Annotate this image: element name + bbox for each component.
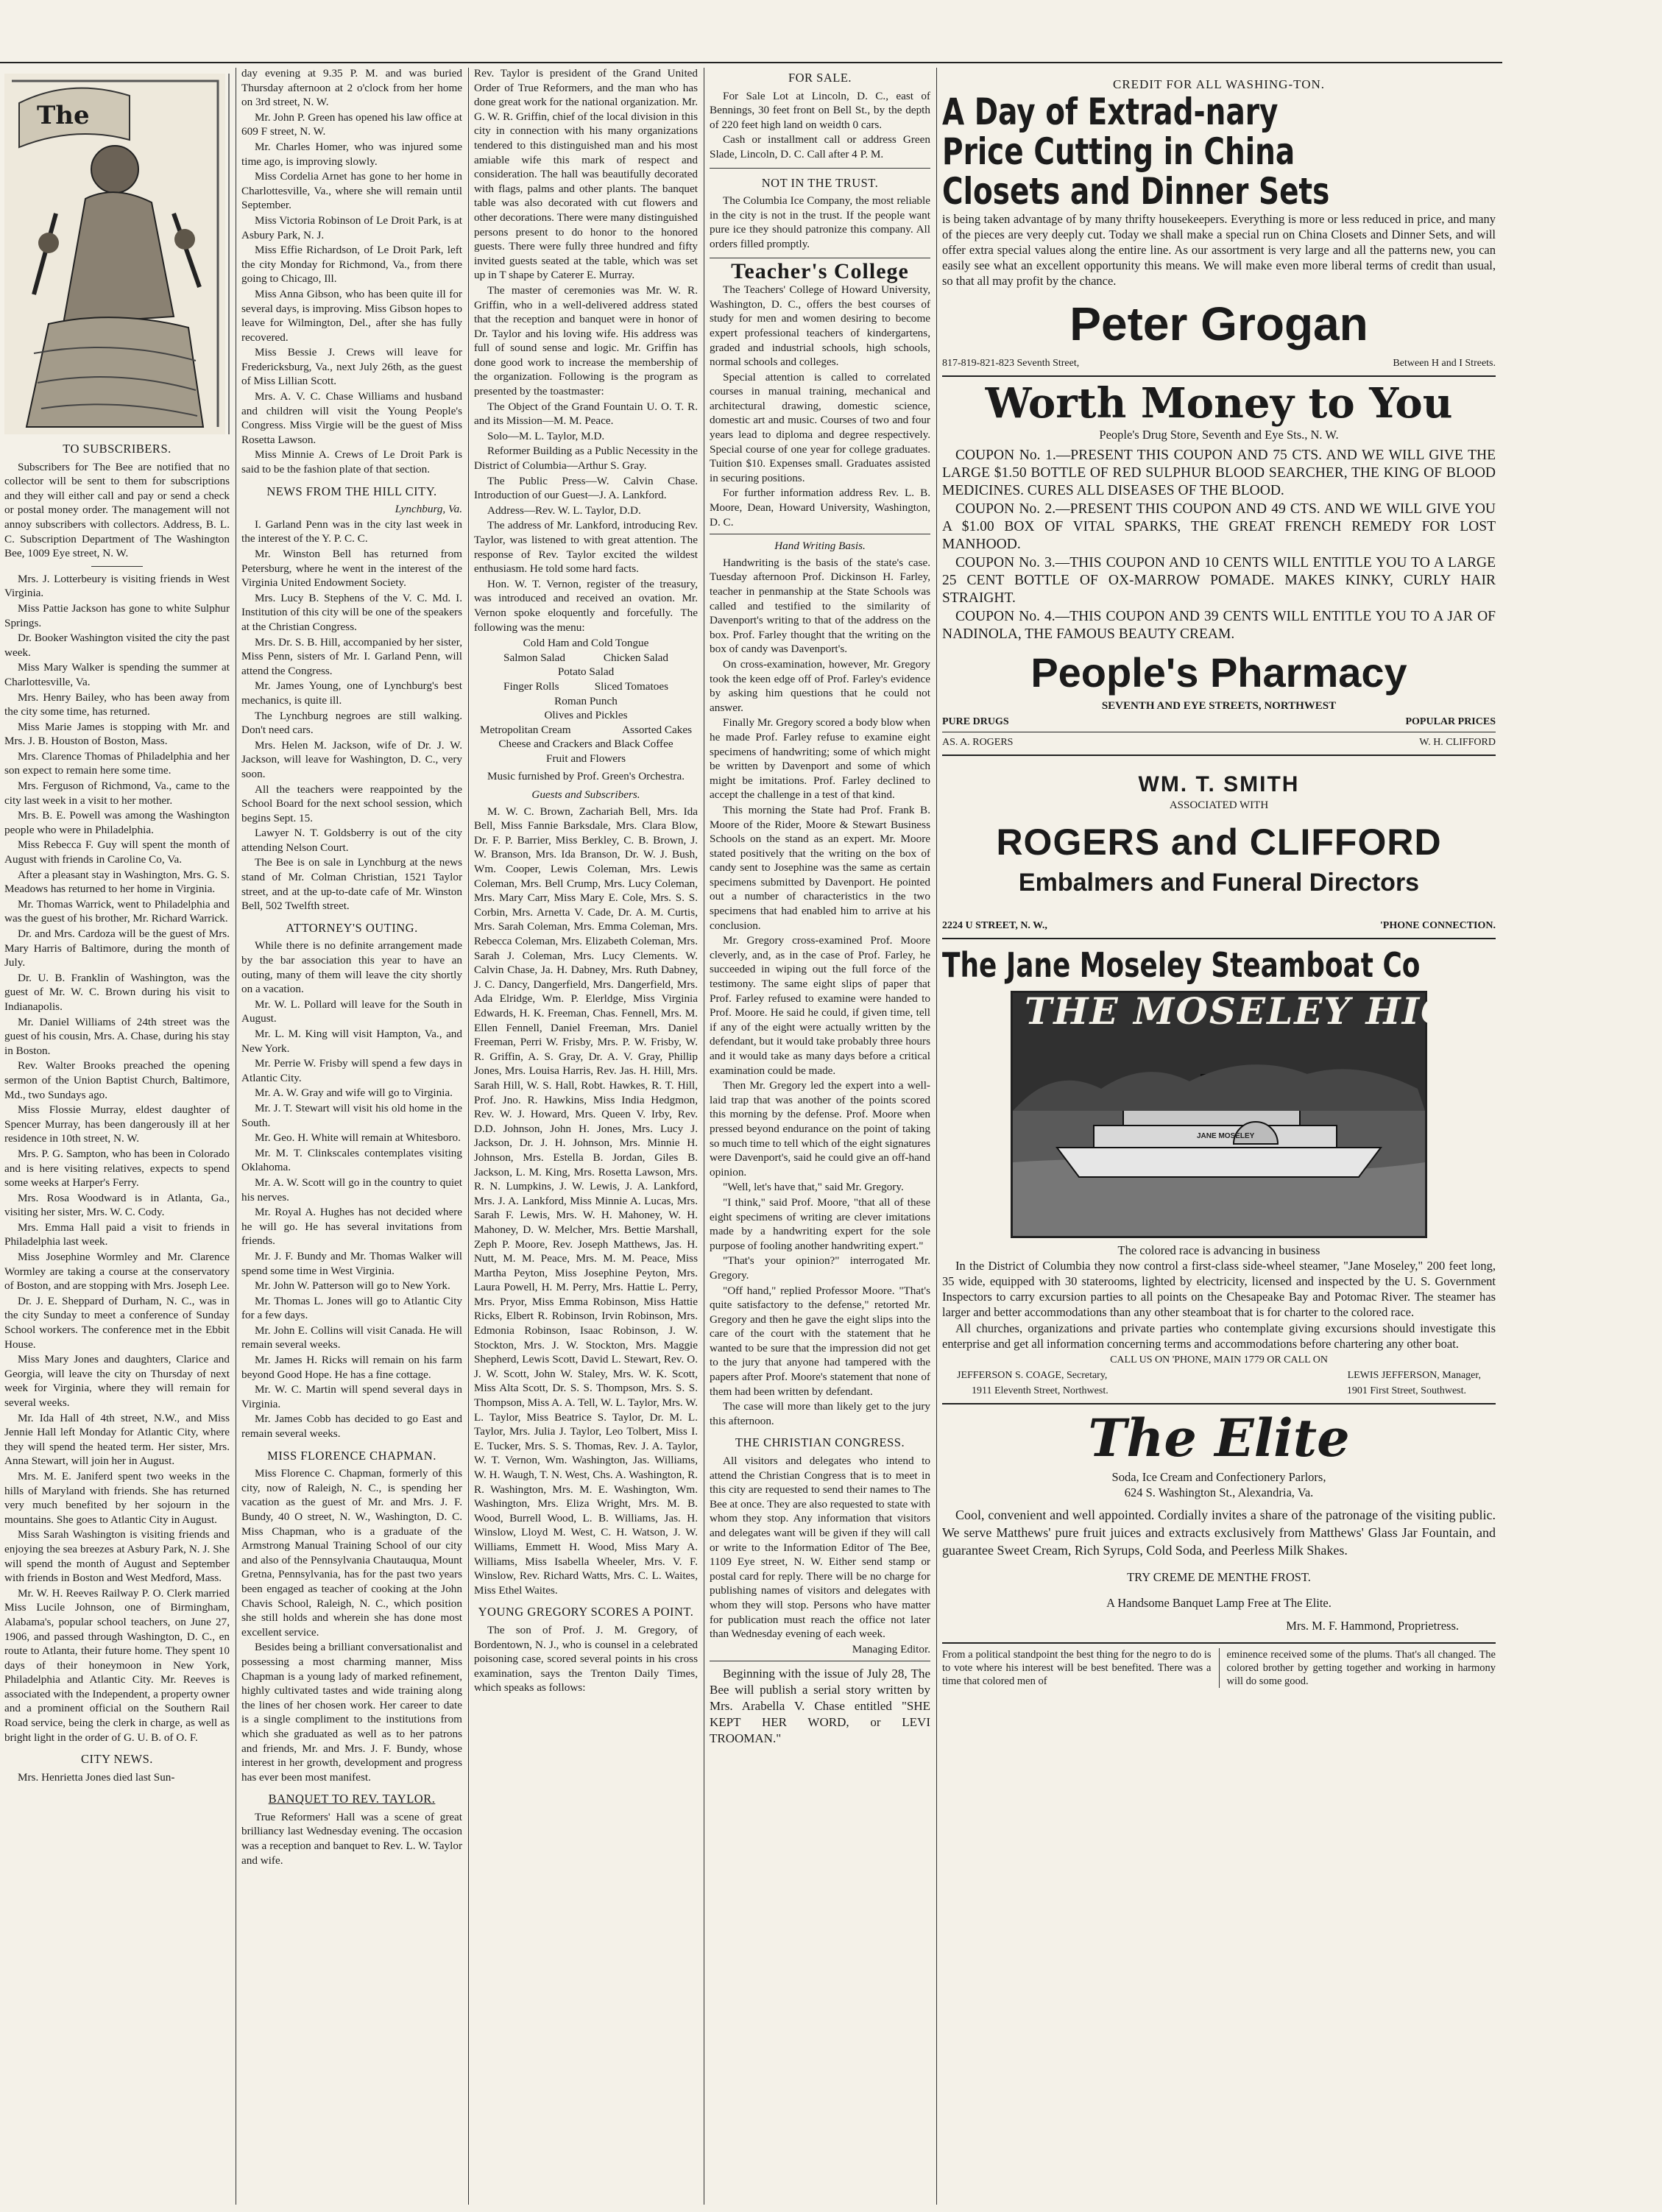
pharmacy-address: SEVENTH AND EYE STREETS, NORTHWEST — [1101, 699, 1337, 712]
moseley-addresses — [942, 1383, 1496, 1399]
moseley-caption: The colored race is advancing in business — [1117, 1243, 1320, 1258]
handwriting-paragraph: The case will more than likely get to the jury this afternoon. — [710, 1400, 930, 1427]
news-paragraph: Mrs. Dr. S. B. Hill, accompanied by her sister, Miss Penn, sisters of Mr. I. Garland Penn, will attend the Congress. — [241, 635, 462, 677]
menu-item: Potato Salad — [557, 665, 615, 679]
grogan-ad — [942, 74, 1496, 377]
handwriting-paragraph: "Off hand," replied Professor Moore. "That's quite satisfactory to the defense," retorted Mr. Gregory and then he gave the eight slips into the care of the court with the statement that he wanted to be sure that the impression did not get to the jury that anyone had tampered with the papers after Prof. Moore's statement that none of them had been written by defendant. — [710, 1284, 930, 1398]
elite-address: 624 S. Washington St., Alexandria, Va. — [1124, 1485, 1314, 1500]
news-paragraph: Miss Anna Gibson, who has been quite ill for several days, is improving. Miss Gibson hopes to leave for Wilmington, Del., after she has fully recovered. — [241, 287, 462, 344]
moseley-banner: THE MOSELEY HIGH GRADE — [1025, 989, 1662, 1033]
menu-item: Metropolitan Cream — [480, 723, 571, 736]
news-paragraph: Mr. Daniel Williams of 24th street was the guest of his cousin, Mrs. A. Chase, during his stay in Boston. — [4, 1015, 230, 1057]
program-item: Solo—M. L. Taylor, M.D. — [487, 429, 605, 442]
news-paragraph: Miss Florence C. Chapman, formerly of this city, now of Raleigh, N. C., is spending her vacation as the guest of Mr. and Mrs. J. F. Bundy, 40 O street, N. W., Washington, D. C. Miss Chapman, who is a graduate of the Armstrong Manual Training School of our city and also of the Pennsylvania Chautauqua, Mount Gretna, Pennsylvania, has for the past two years been engaged as teacher of cooking at the John Chavis School, Raleigh, N. C., which position she still holds and wherein she has done most excellent service. — [241, 1467, 462, 1639]
moseley-call: CALL US ON 'PHONE, MAIN 1779 OR CALL ON — [1110, 1354, 1328, 1366]
college-paragraph: For further information address Rev. L. B. Moore, Dean, Howard University, Washington, D. C. — [710, 487, 930, 529]
handwriting-paragraph: Mr. Gregory cross-examined Prof. Moore cleverly, and, as in the case of Prof. Farley, he succeeded in wiping out the full force of the testimony. The same eight slips of paper that Prof. Farley refused to examine were handed to Prof. Moore. He said he could, if given time, tell if any of the eight were actually written by the defendant, but it would take probably three hours and it would take as many days before a critical examination could be made. — [710, 934, 930, 1077]
news-paragraph: Rev. Walter Brooks preached the opening sermon of the Union Baptist Church, Baltimore, Md., two Sundays ago. — [4, 1059, 230, 1101]
illustration-caption: The — [37, 101, 90, 130]
trust-heading: NOT IN THE TRUST. — [761, 175, 879, 190]
handwriting-paragraph: On cross-examination, however, Mr. Gregory took the keen edge off of Prof. Farley's evidence by asking him questions that he could not answer. — [710, 657, 930, 714]
society-news — [4, 572, 230, 1745]
menu-item: Chicken Salad — [603, 651, 668, 664]
program-item: Address—Rev. W. L. Taylor, D.D. — [487, 503, 641, 517]
grogan-address-right: Between H and I Streets. — [1393, 358, 1496, 370]
for-sale-heading: FOR SALE. — [788, 71, 852, 85]
section-divider — [710, 168, 930, 169]
news-paragraph: Mr. James Young, one of Lynchburg's best mechanics, is quite ill. — [241, 679, 462, 707]
news-paragraph: Mr. W. H. Reeves Railway P. O. Clerk married Miss Lucile Johnson, one of Birmingham, Alabama's, popular school teachers, on June 27, 1906, and passed through Washington, D. C., en route to Atlanta, their future home. They spent 10 days of their honeymoon in New York, Philadelphia and Atlantic City. Mr. Reeves is associated with the Independent, a property owner and a prominent official on the Southern Rail Road service, being the clerk in charge, as well as bright light in the order of G. U. B. of O. F. — [4, 1586, 230, 1744]
news-paragraph: Mr. Thomas L. Jones will go to Atlantic City for a few days. — [241, 1294, 462, 1322]
section-divider — [91, 566, 143, 567]
elite-try: TRY CREME DE MENTHE FROST. — [1127, 1570, 1311, 1585]
news-paragraph: Mrs. Rosa Woodward is in Atlanta, Ga., visiting her sister, Mrs. W. C. Cody. — [4, 1191, 230, 1219]
handwriting-heading: Hand Writing Basis. — [774, 540, 866, 553]
news-paragraph: The Bee is on sale in Lynchburg at the news stand of Mr. Colman Christian, 1521 Taylor street, and at the up-to-date cafe of Mr. Winston Bell, 502 Twelfth street. — [241, 856, 462, 913]
masthead-rule — [0, 62, 1502, 63]
news-paragraph: Mrs. Lucy B. Stephens of the V. C. Md. I. Institution of this city will be one of the speakers at the Christian Congress. — [241, 591, 462, 633]
rogers-clifford-ad — [942, 756, 1496, 940]
hill-city-dateline: Lynchburg, Va. — [395, 503, 462, 516]
handwriting-paragraph: "I think," said Prof. Moore, "that all of these eight specimens of writing are clever imitations made by a handwriting expert for the sole purpose of fooling another handwriting expert." — [710, 1195, 930, 1252]
menu-row — [474, 723, 698, 738]
grogan-name: Peter Grogan — [1069, 297, 1368, 350]
associated-with: ASSOCIATED WITH — [1169, 799, 1269, 811]
column-4 — [710, 66, 930, 2206]
news-paragraph: Mr. A. W. Scott will go in the country to quiet his nerves. — [241, 1176, 462, 1204]
moseley-text: In the District of Columbia they now control a first-class side-wheel steamer, "Jane Moseley," 200 feet long, 35 wide, equipped with 30 staterooms, lighted by electricity, licensed and inspected by the U. S. Government Inspectors to carry excursion parties to all points on the Chesapeake Bay and Potomac River. The steamer has larger and better accommodations than any other steamboat that is for charter to the colored race. — [942, 1259, 1496, 1320]
news-paragraph: Miss Josephine Wormley and Mr. Clarence Wormley are taking a course at the conservatory of Boston, and are stopping with Mrs. Joseph Lee. — [4, 1251, 230, 1293]
smith-name: WM. T. SMITH — [1138, 771, 1300, 796]
rogers-clifford-contact — [942, 918, 1496, 933]
pharmacy-proprietor: W. H. CLIFFORD — [1419, 736, 1496, 748]
coupon-2: COUPON No. 2.—PRESENT THIS COUPON AND 49 CTS. AND WE WILL GIVE YOU A $1.00 BOX OF VITAL SPARKS, THE GREAT FRENCH REMEDY FOR LOST MANHOOD. — [942, 501, 1496, 553]
pharmacy-proprietor: AS. A. ROGERS — [942, 736, 1014, 748]
news-paragraph: Miss Mary Walker is spending the summer at Charlottesville, Va. — [4, 661, 230, 688]
college-paragraph: Special attention is called to correlated courses in manual training, mechanical and architectural drawing, domestic science, domestic art and music. Courses of two and four years lead to diploma and degree respectively. Special course of one year for college graduates. Tuition $10. Expenses small. Graduates assisted in securing positions. — [710, 370, 930, 484]
news-paragraph: Miss Minnie A. Crews of Le Droit Park is said to be the fashion plate of that section. — [241, 448, 462, 476]
elite-subtitle: Soda, Ice Cream and Confectionery Parlors, — [1111, 1470, 1326, 1485]
menu-item: Roman Punch — [554, 694, 618, 707]
column-rule — [936, 68, 937, 2205]
worth-money-subheading: People's Drug Store, Seventh and Eye Sts., N. W. — [1099, 428, 1339, 442]
news-paragraph: Miss Effie Richardson, of Le Droit Park, left the city Monday for Richmond, Va., from there going to Chicago, Ill. — [241, 244, 462, 286]
moseley-address: 1911 Eleventh Street, Northwest. — [972, 1385, 1108, 1397]
news-paragraph: Mr. W. C. Martin will spend several days in Virginia. — [241, 1383, 462, 1410]
society-illustration — [4, 74, 230, 434]
news-paragraph: Miss Victoria Robinson of Le Droit Park, is at Asbury Park, N. J. — [241, 213, 462, 241]
attorneys-outing-heading: ATTORNEY'S OUTING. — [286, 920, 418, 935]
news-paragraph: Miss Mary Jones and daughters, Clarice and Georgia, will leave the city on Thursday of next week for Virginia, where they will remain for several weeks. — [4, 1353, 230, 1409]
pharmacy-proprietors — [942, 732, 1496, 750]
moseley-text-2: All churches, organizations and private parties who contemplate giving excursions should investigate this enterprise and get all information concerning terms and accommodations before chartering any other boat. — [942, 1321, 1496, 1351]
hill-city-heading: NEWS FROM THE HILL CITY. — [266, 484, 437, 498]
moseley-steamboat-ad — [942, 939, 1662, 1404]
column-3 — [474, 66, 698, 2206]
news-paragraph: Mr. Charles Homer, who was injured some time ago, is improving slowly. — [241, 140, 462, 168]
congress-heading: THE CHRISTIAN CONGRESS. — [735, 1435, 905, 1450]
congress-signature: Managing Editor. — [852, 1642, 930, 1656]
news-paragraph: Dr. and Mrs. Cardoza will be the guest of Mrs. Mary Harris of Baltimore, during the month of July. — [4, 927, 230, 969]
menu-item: Olives and Pickles — [544, 709, 628, 722]
news-paragraph: Dr. Booker Washington visited the city the past week. — [4, 632, 230, 659]
menu-item: Assorted Cakes — [622, 723, 692, 736]
for-sale-text: For Sale Lot at Lincoln, D. C., east of Bennings, 30 feet front on Bell St., by the depth of 220 feet high land on weidth 0 cars. — [710, 89, 930, 131]
moseley-secretary: JEFFERSON S. COAGE, Secretary, — [957, 1370, 1108, 1382]
moseley-boat-picture — [1011, 989, 1662, 1238]
city-news-text: Mrs. Henrietta Jones died last Sun- — [18, 1770, 175, 1784]
program-item: The Object of the Grand Fountain U. O. T. R. and its Mission—M. M. Peace. — [474, 400, 698, 428]
grogan-headline-2: Price Cutting in China — [942, 130, 1295, 173]
menu-item: Sliced Tomatoes — [594, 679, 668, 693]
teachers-college-heading: Teacher's College — [731, 258, 909, 283]
news-paragraph: Mr. Thomas Warrick, went to Philadelphia and was the guest of his brother, Mr. Richard Warrick. — [4, 897, 230, 925]
menu-item: Fruit and Flowers — [546, 752, 626, 765]
news-paragraph: Mrs. Ferguson of Richmond, Va., came to the city last week in a visit to her mother. — [4, 780, 230, 807]
news-paragraph: Mr. J. T. Stewart will visit his old home in the South. — [241, 1101, 462, 1129]
handwriting-paragraph: "That's your opinion?" interrogated Mr. Gregory. — [710, 1254, 930, 1282]
news-paragraph: Mr. John W. Patterson will go to New York. — [255, 1279, 450, 1293]
news-paragraph: Mrs. Helen M. Jackson, wife of Dr. J. W. Jackson, will leave for Washington, D. C., very soon. — [241, 738, 462, 780]
news-paragraph: Mrs. A. V. C. Chase Williams and husband and children will visit the Young People's Congress. Miss Virgie will be the guest of Miss Rosetta Lawson. — [241, 390, 462, 446]
rogers-clifford-phone: 'PHONE CONNECTION. — [1379, 920, 1496, 932]
news-paragraph: Miss Sarah Washington is visiting friends and enjoying the sea breezes at Asbury Park, N. J. She will spend the month of August and September with friends in Boston and West Medford, Mass. — [4, 1528, 230, 1585]
elite-name: The Elite — [1088, 1407, 1350, 1469]
subscribers-heading: TO SUBSCRIBERS. — [63, 442, 171, 456]
handwriting-paragraph: This morning the State had Prof. Frank B. Moore of the Rider, Moore & Stewart Business Schools on the stand as an expert. Mr. Moore stated positively that the writing on the box of candy sent to Josephine was the same as certain specimens submitted by Davenport. He pointed out a number of characteristics in the two specimens that had enabled him to arrive at his conclusion. — [710, 803, 930, 932]
pharmacy-tag-right: POPULAR PRICES — [1405, 715, 1496, 727]
news-paragraph: Mr. A. W. Gray and wife will go to Virginia. — [255, 1086, 453, 1100]
news-paragraph: Miss Flossie Murray, eldest daughter of Spencer Murray, has been dangerously ill at her residence in 10th street, N. W. — [4, 1103, 230, 1145]
subscribers-notice: Subscribers for The Bee are notified that no collector will be sent to them for subscriptions and they will either call and pay or send a check or postal money order. The management will not annoy subscribers with collectors. Address, B. L. C. Subscription Department of The Washington Bee, 1009 Eye street, N. W. — [4, 460, 230, 560]
handwriting-paragraph: "Well, let's have that," said Mr. Gregory. — [723, 1181, 904, 1194]
elite-text: Cool, convenient and well appointed. Cordially invites a share of the patronage of the visiting public. We serve Matthews' pure fruit juices and extracts exclusively from Matthews' Glass Jar Fountain, and guarantee Sweet Cream, Rich Syrups, Cold Soda, and Peerless Milk Shakes. — [942, 1508, 1496, 1558]
coupon-3: COUPON No. 3.—THIS COUPON AND 10 CENTS WILL ENTITLE YOU TO A LARGE 25 CENT BOTTLE OF OX-MARROW POMADE. MAKES KINKY, CURLY HAIR STRAIGHT. — [942, 555, 1496, 607]
news-paragraph: Miss Bessie J. Crews will leave for Fredericksburg, Va., next July 26th, as the guest of Miss Lillian Scott. — [241, 346, 462, 388]
moseley-boat-label: JANE MOSELEY — [1197, 1132, 1255, 1141]
news-paragraph: Mrs. B. E. Powell was among the Washington people who were in Philadelphia. — [4, 809, 230, 836]
news-paragraph: Miss Cordelia Arnet has gone to her home in Charlottesville, Va., where she will remain until September. — [241, 170, 462, 212]
political-note — [942, 1642, 1496, 1689]
credit-line: CREDIT FOR ALL WASHING-TON. — [1113, 77, 1325, 91]
pharmacy-tagline — [942, 714, 1496, 732]
coupon-4: COUPON No. 4.—THIS COUPON AND 39 CENTS WILL ENTITLE YOU TO A JAR OF NADINOLA, THE FAMOUS BEAUTY CREAM. — [942, 609, 1496, 643]
news-paragraph: Mr. Ida Hall of 4th street, N.W., and Miss Jennie Hall left Monday for Atlantic City, where they will spend the heated term. Her sister, Mrs. Anna Stewart, will join her in August. — [4, 1411, 230, 1468]
news-paragraph: Mr. John P. Green has opened his law office at 609 F street, N. W. — [241, 110, 462, 138]
grogan-address-left: 817-819-821-823 Seventh Street, — [942, 358, 1080, 370]
news-paragraph: I. Garland Penn was in the city last week in the interest of the Y. P. C. C. — [241, 517, 462, 545]
news-paragraph: Mrs. M. E. Janiferd spent two weeks in the hills of Maryland with friends. She has returned very much benefited by her sojourn in the mountains. She goes to Atlantic City in August. — [4, 1469, 230, 1526]
news-paragraph: Mr. Perrie W. Frisby will spend a few days in Atlantic City. — [241, 1057, 462, 1084]
handwriting-paragraph: Finally Mr. Gregory scored a body blow when he made Prof. Farley refuse to examine eight specimens of handwriting; some of which might be written by Davenport and some of which might be imitations. Prof. Farley declined to accept the challenge in a test of that kind. — [710, 716, 930, 802]
news-paragraph: Mrs. Emma Hall paid a visit to friends in Philadelphia last week. — [4, 1220, 230, 1248]
banquet-paragraph: The address of Mr. Lankford, introducing Rev. Taylor, was listened to with great attention. The response of Rev. Taylor excited the wildest enthusiasm. He told some hard facts. — [474, 519, 698, 576]
coupon-1: COUPON No. 1.—PRESENT THIS COUPON AND 75 CTS. AND WE WILL GIVE THE LARGE $1.50 BOTTLE OF RED SULPHUR BLOOD SEARCHER, THE KING OF BLOOD MEDICINES. CURES ALL DISEASES OF THE BLOOD. — [942, 448, 1496, 499]
grogan-text: is being taken advantage of by many thrifty housekeepers. Everything is more or less reduced in price, and many of the pieces are very deeply cut. Today we shall make a special run on China Closets and Dinner Sets, and will offer extra special values along the entire line. As our assortment is very large and all the patterns new, you can easily see what an excellent opportunity this means. We will make even more liberal terms of credit than usual, so that all may profit by the chance. — [942, 212, 1496, 288]
trust-text: The Columbia Ice Company, the most reliable in the city is not in the trust. If the people want pure ice they should patronize this company. All orders filled promptly. — [710, 194, 930, 250]
congress-text: All visitors and delegates who intend to attend the Christian Congress that is to meet in this city are requested to send their names to The Bee at once. They are also requested to state with whom they stop. Any information that visitors and delegates want will be given if they will call or write to the Information Editor of The Bee, 1109 Eye street, N. W. Either send stamp or postal card for reply. There will be no charge for publishing names of visitors and delegates with whom they will stop. Persons who have matter for publication must reach the office not later than Wednesday evening of each week. — [710, 1455, 930, 1641]
elite-ad — [942, 1404, 1496, 1693]
music-credit: Music furnished by Prof. Green's Orchestra. — [487, 769, 685, 782]
gregory-text: The son of Prof. J. M. Gregory, of Bordentown, N. J., who is counsel in a celebrated poisoning case, scored several points in his cross examination, says the Trenton Daily Times, which speaks as follows: — [474, 1623, 698, 1695]
news-paragraph: After a pleasant stay in Washington, Mrs. G. S. Meadows has returned to her home in Virginia. — [4, 868, 230, 896]
menu-item: Cold Ham and Cold Tongue — [523, 637, 649, 650]
handwriting-paragraph: Handwriting is the basis of the state's case. Tuesday afternoon Prof. Dickinson H. Farley, teacher in penmanship at the State Schools was called and testified to the similarity of Davenport's writing to that of the address on the box. Prof. Farley thought that the writing on the box of candy was Davenport's. — [710, 556, 930, 656]
menu-item: Cheese and Crackers and Black Coffee — [498, 738, 673, 751]
program-item: The Public Press—W. Calvin Chase. Introduction of our Guest—J. A. Lankford. — [474, 474, 698, 502]
banquet-paragraph: Rev. Taylor is president of the Grand United Order of True Reformers, and the man who has done great work for the national organization. Mr. G. W. R. Griffin, chief of the local division in this city in connection with his many organizations tendered to this distinguished man and his most amiable wife this mark of respect and consideration. The hall was beautifully decorated with flags, palms and other plants. The banquet table was also decorated with cut flowers and other decorations. There were many distinguished persons present to do honor to the honored guests. There were fully three hundred and fifty invited guests seated at the table, which was set up in T shape by Caterer E. Murray. — [474, 67, 698, 282]
rogers-clifford-subtitle: Embalmers and Funeral Directors — [1018, 868, 1420, 897]
menu-item: Finger Rolls — [503, 679, 559, 693]
news-paragraph: Mr. Royal A. Hughes has not decided where he will go. He has several invitations from friends. — [241, 1206, 462, 1248]
news-paragraph: Mr. James H. Ricks will remain on his farm beyond Good Hope. He has a fine cottage. — [241, 1354, 462, 1381]
college-paragraph: The Teachers' College of Howard University, Washington, D. C., offers the best courses of study for men and women desiring to become expert professional teachers of kindergartens, graded and industrial schools, high schools, normal schools and colleges. — [710, 283, 930, 369]
news-paragraph: Miss Pattie Jackson has gone to white Sulphur Springs. — [4, 601, 230, 629]
moseley-manager: LEWIS JEFFERSON, Manager, — [1347, 1370, 1481, 1382]
elite-proprietress: Mrs. M. F. Hammond, Proprietress. — [1286, 1619, 1459, 1633]
news-paragraph: Mr. Geo. H. White will remain at Whitesboro. — [255, 1131, 461, 1145]
serial-announcement: Beginning with the issue of July 28, The Bee will publish a serial story written by Mrs. Arabella V. Chase entitled "SHE KEPT HER WORD, or LEVI TROOMAN." — [710, 1667, 930, 1746]
banquet-heading: BANQUET TO REV. TAYLOR. — [268, 1792, 436, 1806]
news-paragraph: Mrs. P. G. Sampton, who has been in Colorado and is here visiting relatives, expects to spend some weeks at Harper's Ferry. — [4, 1147, 230, 1190]
elite-lamp: A Handsome Banquet Lamp Free at The Elite. — [1106, 1596, 1332, 1611]
news-paragraph: Mr. L. M. King will visit Hampton, Va., and New York. — [241, 1028, 462, 1055]
news-paragraph: Mr. Winston Bell has returned from Petersburg, where he went in the interest of the Virginia United Endowment Society. — [241, 548, 462, 590]
news-paragraph: Mrs. Clarence Thomas of Philadelphia and her son expect to remain here some time. — [4, 749, 230, 777]
news-paragraph: All the teachers were reappointed by the School Board for the next school session, which begins Sept. 15. — [241, 782, 462, 824]
news-paragraph: Mr. M. T. Clinkscales contemplates visiting Oklahoma. — [241, 1146, 462, 1174]
grogan-headline-3: Closets and Dinner Sets — [942, 170, 1330, 213]
political-note-right: eminence received some of the plums. That's all changed. The colored brother by getting together and working in harmony will do some good. — [1226, 1649, 1496, 1688]
banquet-paragraph: The master of ceremonies was Mr. W. R. Griffin, who in a well-delivered address stated that the reception and banquet were in honor of Dr. Taylor and his loving wife. His address was full of sound sense and logic. Mr. Griffin has done good work to increase the membership of the organization. Following is the program as presented by the toastmaster: — [474, 283, 698, 398]
grogan-address — [942, 356, 1496, 371]
news-paragraph: Mr. John E. Collins will visit Canada. He will remain several weeks. — [241, 1324, 462, 1351]
news-paragraph: Besides being a brilliant conversationalist and possessing a most charming manner, Miss Chapman is a young lady of marked refinement, highly cultivated tastes and wide training along the lines of her chosen work. Her career to date is a single compliment to the institutions from which she graduated as well as to her patrons and friends, Mr. and Mrs. J. F. Bundy, whose interest in her growth, development and progress has ever been most manifest. — [241, 1641, 462, 1784]
handwriting-paragraph: Then Mr. Gregory led the expert into a well-laid trap that was another of the points scored this morning by the defense. Prof. Moore when pressed beyond endurance on the point of taking so much time to tell which of the eight signatures were Davenport's, said he could give an off-hand opinion. — [710, 1079, 930, 1179]
city-news-heading: CITY NEWS. — [81, 1752, 153, 1767]
banquet-paragraph: Hon. W. T. Vernon, register of the treasury, was introduced and received an ovation. Mr. Vernon spoke eloquently and forcefully. The following was the menu: — [474, 577, 698, 634]
banquet-text: True Reformers' Hall was a scene of great brilliancy last Wednesday evening. The occasion was a reception and banquet to Rev. L. W. Taylor and wife. — [241, 1810, 462, 1867]
news-paragraph: Mrs. J. Lotterbeury is visiting friends in West Virginia. — [4, 572, 230, 600]
news-paragraph: Miss Marie James is stopping with Mr. and Mrs. J. B. Houston of Boston, Mass. — [4, 720, 230, 748]
column-rule — [468, 68, 469, 2205]
news-paragraph: While there is no definite arrangement made by the bar association this year to have an outing, many of them will leave the city shortly on a vacation. — [241, 939, 462, 996]
menu-row — [474, 651, 698, 665]
menu-row — [474, 679, 698, 694]
news-paragraph: Miss Rebecca F. Guy will spent the month of August with friends in Caroline Co, Va. — [4, 838, 230, 866]
news-paragraph: Lawyer N. T. Goldsberry is out of the city attending Nelson Court. — [241, 827, 462, 854]
news-paragraph: Dr. U. B. Franklin of Washington, was the guest of Mr. W. C. Brown during his visit to Indianapolis. — [4, 971, 230, 1013]
news-paragraph: day evening at 9.35 P. M. and was buried Thursday afternoon at 2 o'clock from her home on 3rd street, N. W. — [241, 67, 462, 109]
news-paragraph: Mr. W. L. Pollard will leave for the South in August. — [241, 997, 462, 1025]
moseley-officers — [942, 1368, 1496, 1383]
rogers-clifford-address: 2224 U STREET, N. W., — [942, 920, 1047, 932]
moseley-address: 1901 First Street, Southwest. — [1346, 1385, 1466, 1397]
news-paragraph: Mrs. Henry Bailey, who has been away from the city some time, has returned. — [4, 690, 230, 718]
guests-list: M. W. C. Brown, Zachariah Bell, Mrs. Ida Bell, Miss Fannie Barksdale, Mrs. Clara Blow, Dr. F. P. Barrier, Miss Berkley, C. B. Brown, J. W. Branson, Mrs. Ida Branson, Dr. W. J. Bush, Wm. Cooper, Lewis Coleman, Mrs. Lewis Coleman, Mrs. Bell Crump, Mrs. Lucy Coleman, Mrs. Mary Carr, Miss Mary E. Cole, Mrs. S. S. Corbin, Mrs. Arnetta V. Cade, Dr. A. M. Curtis, Mrs. Sarah Coleman, Mrs. Emma Coleman, Mrs. Rebecca Coleman, Mrs. Elizabeth Coleman, Mrs. Sarah J. Coleman, Mrs. Lucy Clements. W. Calvin Chase, Ja. H. Dabney, Mrs. Ruth Dabney, J. C. Dancy, Dangerfield, Mrs. Dangerfield, Mrs. Ada Elridge, Wm. P. Elerldge, Miss Virginia Edwards, H. K. Freeman, Chas. Fennell, Mrs. M. Ellen Fennell, Daniel Freeman, Mrs. Daniel Freeman, Perri W. Frisby, Mrs. P. W. Frisby, W. R. Griffin, A. S. Gray, Dr. A. V. Gray, Phillip Jones, Mrs. Louisa Harris, Rev. Jas. H. Hill, Mrs. Sarah Hill, W. S. Hall, Robt. Hawkes, R. T. Hill, Prof. Jno. R. Hawkins, Miss India Hedgmon, Rev. W. J. Howard, Mrs. Queen V. Irby, Rev. D.D. Johnson, John H. Jones, Mrs. Lucy J. Jackson, Dr. J. H. Johnson, Mrs. Minnie H. Johnson, Mrs. Estella B. Jordan, Giles B. Jackson, L. M. King, Mrs. Rosetta Lawson, Mrs. R. N. Lumpkins, J. W. Lewis, J. A. Lankford, Mrs. J. A. Lankford, Miss Minnie A. Lucas, Mrs. Sarah F. Lewis, Mrs. W. H. Mahoney, W. H. Mahoney, D. W. Melcher, Mrs. Bettie Marshall, Zeph P. Moore, Rev. Joseph Matthews, Jas. H. Nutt, M. M. Peace, Mrs. M. M. Peace, Miss Martha Peyton, Miss Josephine Peyton, Mrs. Laura Powell, H. M. Perry, Mrs. Hattie L. Perry, Mrs. Pryor, Miss Emma Robinson, Miss Hattie Ricks, Elbert R. Robinson, Irvin Robinson, Mrs. Edmonia Robinson, Isaac Robinson, J. W. Stockton, Mrs. J. W. Stockton, Mrs. Maggie Shepherd, Lewis Scott, David L. Stewart, Rev. O. J. W. Scott, John W. Staley, Mrs. W. K. Scott, Miss Alta Scott, Dr. S. S. Thompson, Mrs. S. S. Thompson, Miss A. A. Tell, W. L. Taylor, Mrs. W. L. Taylor, Miss Beatrice S. Taylor, Dr. M. L. Taylor, Mrs. Julia J. Taylor, Leo Tolbert, Miss I. E. Tucker, Mrs. S. S. Thomas, Rev. J. A. Taylor, W. T. Vernon, Wm. Washington, Jas. Williams, W. H. Waugh, T. N. West, Chs. A. Washington, R. R. Washington, Mrs. M. E. Washington, Wm. Washington, Mrs. Eliza Wright, Mrs. M. B. Wood, Burrell Wood, L. B. Williams, Jas. H. Winslow, Lloyd M. West, C. H. Watson, J. W. Williams, Emmett H. Wood, Miss Mary A. Williams, Miss Isabella Wheeler, Mrs. V. F. Winslow, Rev. Richard Watts, Mrs. C. L. Waites, Miss Ethel Waites. — [474, 805, 698, 1597]
worth-money-ad — [942, 377, 1496, 755]
menu-item: Salmon Salad — [503, 651, 565, 664]
pharmacy-name: People's Pharmacy — [1030, 649, 1407, 696]
program-item: Reformer Building as a Public Necessity in the District of Columbia—Arthur S. Gray. — [474, 445, 698, 473]
worth-money-heading: Worth Money to You — [985, 379, 1453, 428]
news-paragraph: Dr. J. E. Sheppard of Durham, N. C., was in the city Sunday to meet a conference of Sunday School workers. The conference met in the Ebbit House. — [4, 1294, 230, 1351]
grogan-headline-1: A Day of Extrad-nary — [942, 91, 1279, 133]
pharmacy-tag-left: PURE DRUGS — [942, 715, 1009, 727]
for-sale-contact: Cash or installment call or address Green Slade, Lincoln, D. C. Call after 4 P. M. — [710, 133, 930, 160]
banquet-menu — [474, 636, 698, 766]
column-5-ads — [942, 74, 1662, 2206]
political-note-left: From a political standpoint the best thing for the negro to do is to vote where his interest will be best benefited. There was a time that colored men of — [942, 1648, 1220, 1688]
column-1 — [4, 74, 230, 2206]
gregory-heading: YOUNG GREGORY SCORES A POINT. — [478, 1605, 694, 1619]
news-paragraph: Mr. J. F. Bundy and Mr. Thomas Walker will spend some time in West Virginia. — [241, 1249, 462, 1277]
guests-heading: Guests and Subscribers. — [531, 788, 640, 802]
news-paragraph: Mr. James Cobb has decided to go East and remain several weeks. — [241, 1413, 462, 1441]
moseley-heading: The Jane Moseley Steamboat Co — [942, 945, 1421, 986]
news-paragraph: The Lynchburg negroes are still walking. Don't need cars. — [241, 709, 462, 737]
column-2 — [241, 66, 462, 2206]
rogers-clifford-name: ROGERS and CLIFFORD — [996, 821, 1442, 863]
chapman-heading: MISS FLORENCE CHAPMAN. — [267, 1448, 436, 1463]
